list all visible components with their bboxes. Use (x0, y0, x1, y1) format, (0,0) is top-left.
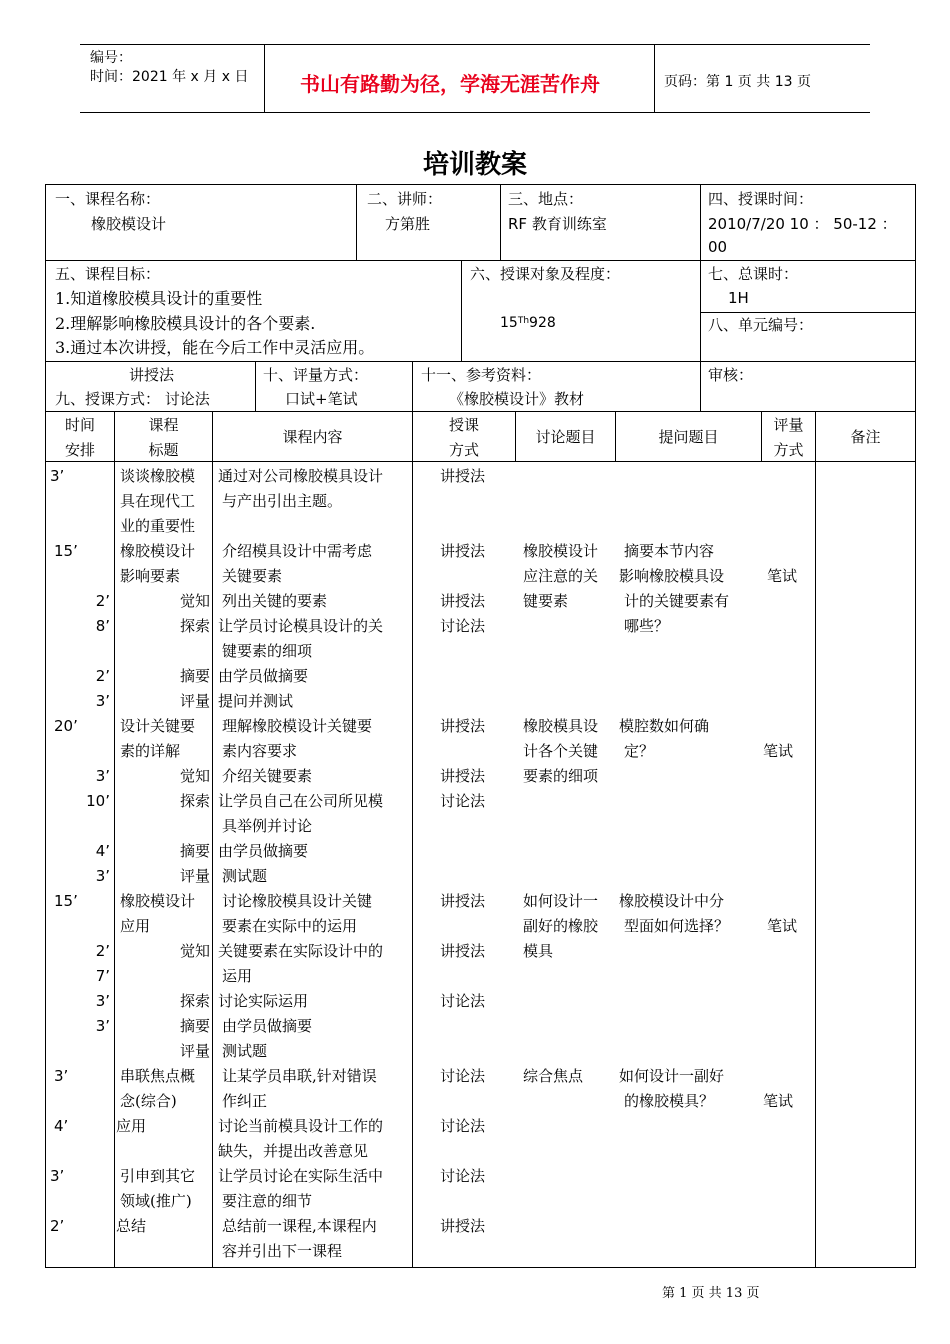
row-method: 讨论法 (440, 992, 486, 1010)
rule (700, 184, 701, 260)
row-content: 列出关键的要素 (222, 592, 328, 610)
row-time: 3’ (54, 1067, 69, 1085)
row-time: 4’ (95, 842, 110, 860)
row-sub: 评量 (179, 1042, 210, 1060)
unit-label: 八、单元编号： (708, 316, 814, 334)
audience (500, 311, 556, 336)
row-time: 7’ (95, 967, 110, 985)
row-content: 理解橡胶模设计关键要 (222, 717, 373, 735)
row-content: 缺失，并提出改善意见 (218, 1142, 369, 1160)
row-content: 总结前一课程,本课程内 (222, 1217, 377, 1235)
table-border-bottom (45, 1267, 916, 1268)
row-discuss: 橡胶模具设 (523, 717, 599, 735)
row-sub: 觉知 (179, 767, 210, 785)
row-content: 提问并测试 (218, 692, 294, 710)
row-time: 10’ (86, 792, 110, 810)
row-content: 讨论当前模具设计工作的 (218, 1117, 384, 1135)
col-method-1: 授课 (448, 416, 479, 434)
row-title: 影响要素 (120, 567, 181, 585)
row-discuss: 应注意的关 (523, 567, 599, 585)
page-footer: 第 1 页 共 13 页 (662, 1286, 760, 1301)
location-label: 三、地点： (508, 190, 584, 208)
rule (45, 260, 916, 261)
row-question: 模腔数如何确 (619, 717, 710, 735)
row-sub: 摘要 (179, 667, 210, 685)
header-motto: 书山有路勤为径，学海无涯苦作舟 (300, 72, 600, 96)
row-method: 讨论法 (440, 617, 486, 635)
header-top-rule (80, 44, 870, 45)
row-sub: 觉知 (179, 942, 210, 960)
row-content: 关键要素在实际设计中的 (218, 942, 384, 960)
row-time: 3’ (95, 1017, 110, 1035)
row-discuss: 键要素 (523, 592, 569, 610)
col-time-2: 安排 (64, 441, 95, 459)
row-method: 讲授法 (440, 717, 486, 735)
row-content: 作纠正 (222, 1092, 268, 1110)
header-bottom-rule (80, 112, 870, 113)
audience-rest: 928 (529, 315, 556, 331)
audience-num: 15 (500, 315, 518, 331)
row-time: 15’ (54, 542, 78, 560)
header-divider-right (654, 44, 655, 113)
rule (412, 411, 413, 1268)
total-hours: 1H (728, 289, 749, 307)
rule (500, 184, 501, 260)
row-question: 计的关键要素有 (624, 592, 730, 610)
rule (412, 361, 413, 411)
row-sub: 摘要 (179, 842, 210, 860)
row-sub: 探索 (179, 792, 210, 810)
row-time: 2’ (50, 1217, 65, 1235)
row-title: 素的详解 (120, 742, 181, 760)
row-sub: 评量 (179, 867, 210, 885)
row-content: 让学员自己在公司所见模 (218, 792, 384, 810)
audience-sup: Th (517, 316, 530, 326)
row-question: 定？ (624, 742, 655, 760)
row-title: 谈谈橡胶模 (120, 467, 196, 485)
col-time-1: 时间 (64, 416, 95, 434)
rule (356, 184, 357, 260)
goal-item: 1.知道橡胶模具设计的重要性 (55, 289, 263, 308)
row-content: 关键要素 (222, 567, 283, 585)
row-time: 3’ (95, 867, 110, 885)
review-label: 审核： (708, 366, 754, 384)
teaching-time-end: 00 (708, 238, 728, 256)
table-border-right (915, 184, 916, 1268)
row-eval: 笔试 (767, 567, 798, 585)
row-content: 讨论实际运用 (218, 992, 309, 1010)
reference-label: 十一、参考资料： (421, 366, 542, 384)
goal-item: 2.理解影响橡胶模具设计的各个要素. (55, 314, 316, 333)
lecturer-label: 二、讲师： (367, 190, 443, 208)
row-time: 3’ (50, 1167, 65, 1185)
row-question: 摘要本节内容 (624, 542, 715, 560)
row-question: 如何设计一副好 (619, 1067, 725, 1085)
row-title: 应用 (120, 917, 151, 935)
row-title: 总结 (116, 1217, 147, 1235)
reference: 《橡胶模设计》教材 (449, 390, 585, 408)
row-method: 讲授法 (440, 592, 486, 610)
row-sub: 觉知 (179, 592, 210, 610)
row-title: 引申到其它 (120, 1167, 196, 1185)
row-content: 由学员做摘要 (222, 1017, 313, 1035)
rule (255, 361, 256, 411)
row-content: 让学员讨论模具设计的关 (218, 617, 384, 635)
row-time: 3’ (50, 467, 65, 485)
row-method: 讲授法 (440, 1217, 486, 1235)
row-content: 运用 (222, 967, 253, 985)
rule (700, 260, 701, 361)
rule (815, 411, 816, 1268)
row-title: 橡胶模设计 (120, 542, 196, 560)
row-discuss: 要素的细项 (523, 767, 599, 785)
row-content: 要素在实际中的运用 (222, 917, 358, 935)
row-content: 素内容要求 (222, 742, 298, 760)
row-content: 要注意的细节 (222, 1192, 313, 1210)
col-eval (762, 413, 815, 463)
rule (45, 361, 916, 362)
teaching-time-label: 四、授课时间： (708, 190, 814, 208)
method-top: 讲授法 (129, 366, 175, 384)
row-eval: 笔试 (763, 742, 794, 760)
row-time: 4’ (54, 1117, 69, 1135)
col-content: 课程内容 (282, 428, 343, 446)
rule (114, 411, 115, 1268)
row-content: 讨论橡胶模具设计关键 (222, 892, 373, 910)
row-method: 讲授法 (440, 942, 486, 960)
row-question: 哪些？ (624, 617, 670, 635)
goal-label: 五、课程目标： (55, 265, 161, 283)
course-name: 橡胶模设计 (91, 215, 167, 233)
rule (700, 361, 701, 411)
total-hours-label: 七、总课时： (708, 265, 799, 283)
header-time-label: 时间：2021 年 x 月 x 日 (90, 69, 249, 85)
row-content: 与产出引出主题。 (222, 492, 343, 510)
location: RF 教育训练室 (508, 215, 607, 233)
row-time: 3’ (95, 992, 110, 1010)
row-method: 讨论法 (440, 1067, 486, 1085)
row-method: 讲授法 (440, 542, 486, 560)
col-title-1: 课程 (148, 416, 179, 434)
row-time: 3’ (95, 692, 110, 710)
row-method: 讲授法 (440, 467, 486, 485)
eval-label: 十、评量方式： (263, 366, 369, 384)
row-content: 由学员做摘要 (218, 667, 309, 685)
row-sub: 摘要 (179, 1017, 210, 1035)
table-border-left (45, 184, 46, 1268)
goal-item: 3.通过本次讲授，能在今后工作中灵活应用。 (55, 338, 375, 357)
row-content: 介绍模具设计中需考虑 (222, 542, 373, 560)
rule (461, 260, 462, 361)
col-eval-2: 方式 (773, 441, 804, 459)
row-method: 讨论法 (440, 792, 486, 810)
row-title: 业的重要性 (120, 517, 196, 535)
col-discuss: 讨论题目 (535, 428, 596, 446)
header-number-label: 编号： (90, 50, 132, 66)
row-content: 键要素的细项 (222, 642, 313, 660)
row-title: 设计关键要 (120, 717, 196, 735)
row-time: 2’ (95, 667, 110, 685)
col-title-2: 标题 (148, 441, 179, 459)
row-title: 念(综合) (120, 1092, 177, 1110)
row-title: 串联焦点概 (120, 1067, 196, 1085)
col-question: 提问题目 (658, 428, 719, 446)
row-discuss: 如何设计一 (523, 892, 599, 910)
row-question: 影响橡胶模具设 (619, 567, 725, 585)
row-discuss: 综合焦点 (523, 1067, 584, 1085)
teaching-time: 2010/7/20 10 ： 50-12 ： (708, 215, 897, 233)
row-content: 让某学员串联,针对错误 (222, 1067, 377, 1085)
col-time (46, 413, 114, 463)
row-time: 2’ (95, 592, 110, 610)
table-border-top (45, 184, 916, 185)
row-content: 让学员讨论在实际生活中 (218, 1167, 384, 1185)
row-time: 15’ (54, 892, 78, 910)
row-time: 2’ (95, 942, 110, 960)
row-content: 通过对公司橡胶模具设计 (218, 467, 384, 485)
row-time: 20’ (54, 717, 78, 735)
col-method-2: 方式 (448, 441, 479, 459)
row-time: 8’ (95, 617, 110, 635)
col-notes: 备注 (850, 428, 881, 446)
row-content: 介绍关键要素 (222, 767, 313, 785)
row-title: 领域(推广) (120, 1192, 192, 1210)
page-title: 培训教案 (422, 150, 527, 180)
rule (212, 411, 213, 1268)
row-question: 的橡胶模具？ (624, 1092, 715, 1110)
row-title: 应用 (116, 1117, 147, 1135)
row-discuss: 模具 (523, 942, 554, 960)
row-question: 橡胶模设计中分 (619, 892, 725, 910)
row-sub: 探索 (179, 617, 210, 635)
row-method: 讲授法 (440, 892, 486, 910)
row-time: 3’ (95, 767, 110, 785)
row-eval: 笔试 (767, 917, 798, 935)
row-method: 讨论法 (440, 1167, 486, 1185)
row-content: 容并引出下一课程 (222, 1242, 343, 1260)
course-name-label: 一、课程名称： (55, 190, 161, 208)
audience-label: 六、授课对象及程度： (470, 265, 621, 283)
header-page-label: 页码：第 1 页 共 13 页 (664, 74, 811, 90)
row-content: 测试题 (222, 867, 268, 885)
row-title: 橡胶模设计 (120, 892, 196, 910)
lecturer: 方第胜 (385, 215, 431, 233)
row-sub: 评量 (179, 692, 210, 710)
row-method: 讲授法 (440, 767, 486, 785)
row-eval: 笔试 (763, 1092, 794, 1110)
row-discuss: 副好的橡胶 (523, 917, 599, 935)
row-question: 型面如何选择？ (624, 917, 730, 935)
col-method (413, 413, 515, 463)
row-content: 测试题 (222, 1042, 268, 1060)
row-content: 由学员做摘要 (218, 842, 309, 860)
method-label: 九、授课方式： 讨论法 (55, 390, 210, 408)
row-sub: 探索 (179, 992, 210, 1010)
row-discuss: 计各个关键 (523, 742, 599, 760)
col-title (115, 413, 212, 463)
row-title: 具在现代工 (120, 492, 196, 510)
row-discuss: 橡胶模设计 (523, 542, 599, 560)
eval-method: 口试+笔试 (285, 390, 358, 408)
row-method: 讨论法 (440, 1117, 486, 1135)
row-content: 具举例并讨论 (222, 817, 313, 835)
header-divider-left (264, 44, 265, 113)
col-eval-1: 评量 (773, 416, 804, 434)
